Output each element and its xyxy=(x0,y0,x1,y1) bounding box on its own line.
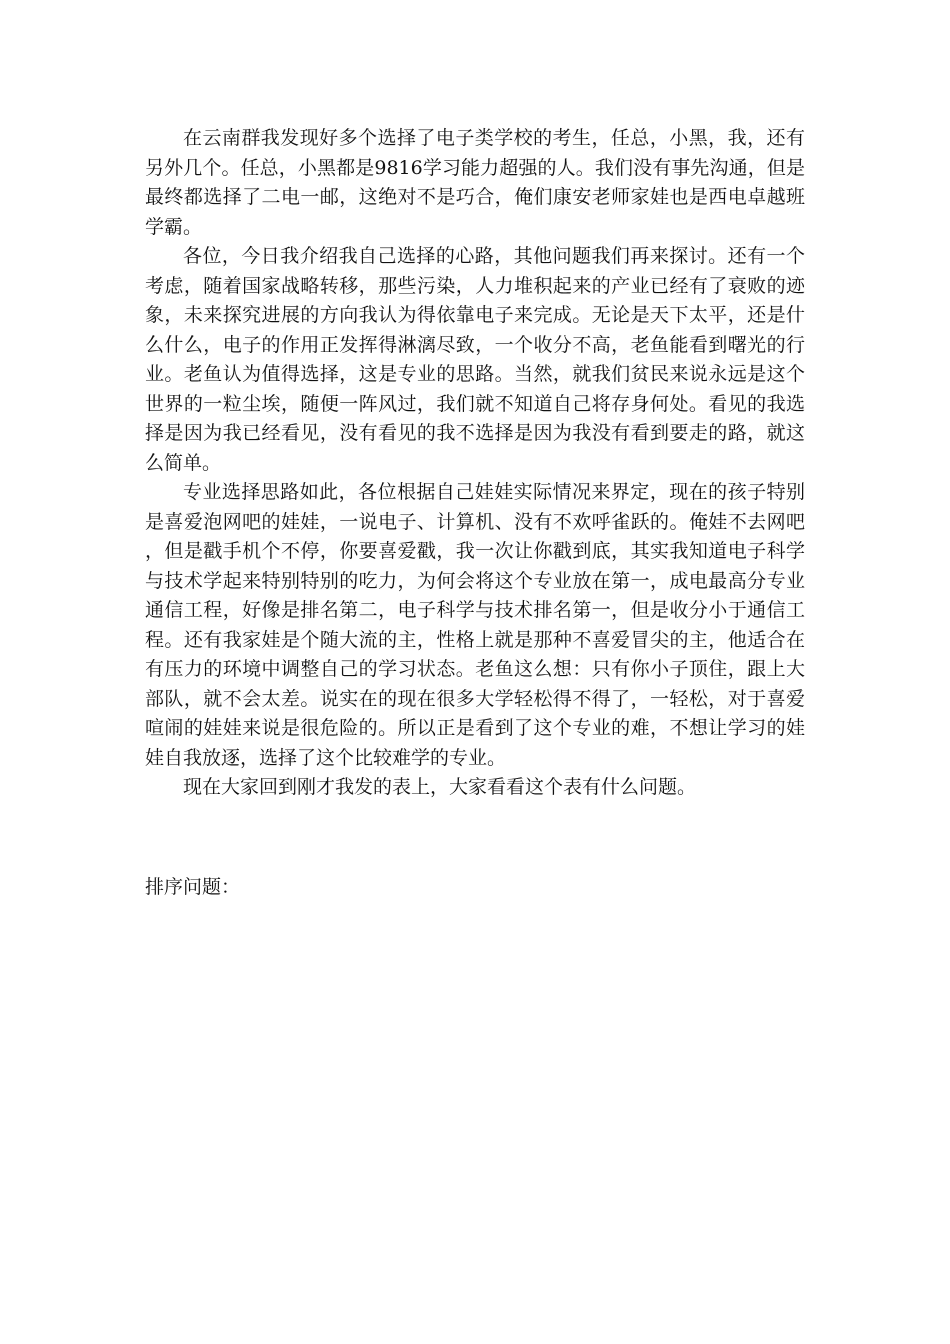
document-body xyxy=(145,124,805,803)
paragraph-1: 在云南群我发现好多个选择了电子类学校的考生，任总，小黑，我，还有另外几个。任总，小黑都是9816学习能力超强的人。我们没有事先沟通，但是最终都选择了二电一邮，这绝对不是巧合，俺们康安老师家娃也是西电卓越班学霸。 xyxy=(145,127,805,238)
paragraph-3: 专业选择思路如此，各位根据自己娃娃实际情况来界定，现在的孩子特别是喜爱泡网吧的娃娃，一说电子、计算机、没有不欢呼雀跃的。俺娃不去网吧，但是戳手机个不停，你要喜爱戳，我一次让你戳到底，其实我知道电子科学与技术学起来特别特别的吃力，为何会将这个专业放在第一，成电最高分专业通信工程，好像是排名第二，电子科学与技术排名第一，但是收分小于通信工程。还有我家娃是个随大流的主，性格上就是那种不喜爱冒尖的主，他适合在有压力的环境中调整自己的学习状态。老鱼这么想：只有你小子顶住，跟上大部队，就不会太差。说实在的现在很多大学轻松得不得了，一轻松，对于喜爱喧闹的娃娃来说是很危险的。所以正是看到了这个专业的难，不想让学习的娃娃自我放逐，选择了这个比较难学的专业。 xyxy=(145,481,805,769)
paragraph-4: 现在大家回到刚才我发的表上，大家看看这个表有什么问题。 xyxy=(183,776,697,798)
section-heading: 排序问题： xyxy=(145,876,241,898)
paragraph-2: 各位，今日我介绍我自己选择的心路，其他问题我们再来探讨。还有一个考虑，随着国家战略转移，那些污染，人力堆积起来的产业已经有了衰败的迹象，未来探究进展的方向我认为得依靠电子来完成。无论是天下太平，还是什么什么，电子的作用正发挥得淋漓尽致，一个收分不高，老鱼能看到曙光的行业。老鱼认为值得选择，这是专业的思路。当然，就我们贫民来说永远是这个世界的一粒尘埃，随便一阵风过，我们就不知道自己将存身何处。看见的我选择是因为我已经看见，没有看见的我不选择是因为我没有看到要走的路，就这么简单。 xyxy=(145,245,805,474)
